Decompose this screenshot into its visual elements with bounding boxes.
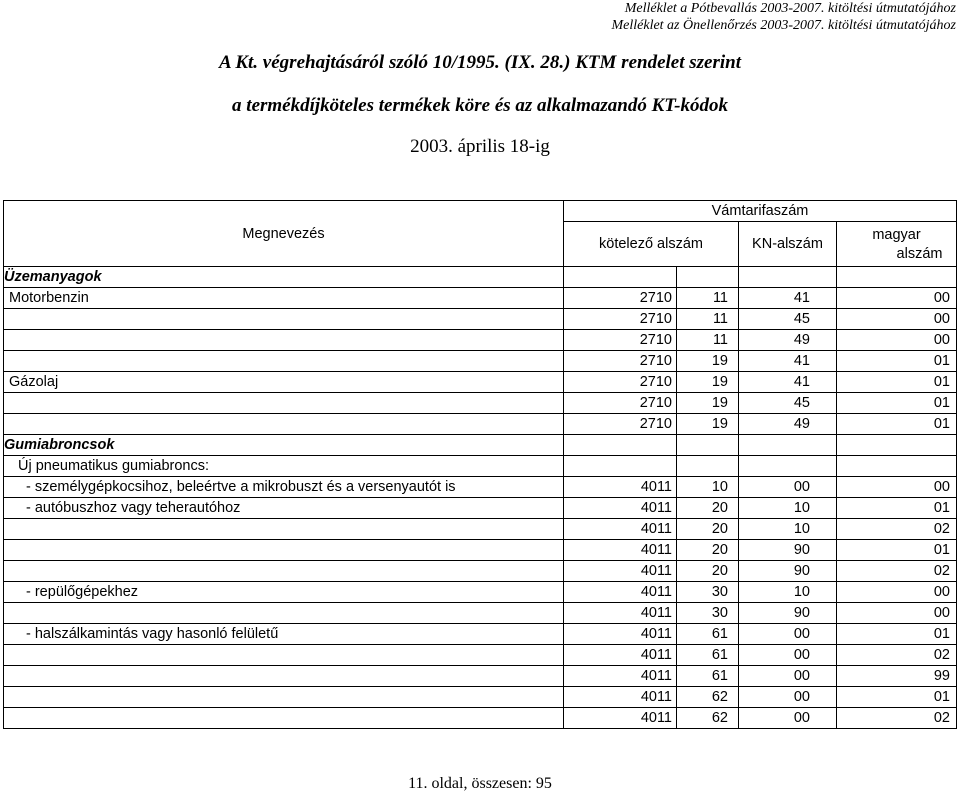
code-cell-1: 4011 [564, 519, 677, 540]
row-label [4, 687, 564, 708]
row-label: Gázolaj [4, 372, 564, 393]
code-cell-3: 90 [739, 540, 837, 561]
code-cell-2: 20 [677, 561, 739, 582]
code-cell-1 [564, 435, 677, 456]
code-cell-3: 41 [739, 372, 837, 393]
code-cell-4: 00 [837, 603, 957, 624]
row-label: Új pneumatikus gumiabroncs: [4, 456, 564, 477]
col-header-kn: KN-alszám [739, 222, 837, 267]
code-cell-3: 00 [739, 624, 837, 645]
code-cell-3: 49 [739, 330, 837, 351]
code-cell-1: 4011 [564, 687, 677, 708]
row-label [4, 519, 564, 540]
code-cell-1: 4011 [564, 540, 677, 561]
code-cell-4: 00 [837, 309, 957, 330]
code-cell-2: 11 [677, 330, 739, 351]
code-cell-3: 45 [739, 309, 837, 330]
code-cell-3 [739, 456, 837, 477]
code-cell-4: 00 [837, 288, 957, 309]
table-row [4, 456, 957, 477]
code-cell-1: 4011 [564, 624, 677, 645]
code-cell-3: 10 [739, 519, 837, 540]
row-label [4, 645, 564, 666]
code-cell-3: 41 [739, 288, 837, 309]
code-cell-4: 99 [837, 666, 957, 687]
document-date: 2003. április 18-ig [410, 136, 550, 157]
code-cell-3: 90 [739, 561, 837, 582]
code-cell-2: 11 [677, 309, 739, 330]
row-label [4, 561, 564, 582]
table-row [4, 267, 957, 288]
table-row [4, 708, 957, 729]
code-cell-3 [739, 267, 837, 288]
code-cell-3: 10 [739, 582, 837, 603]
code-cell-1: 2710 [564, 372, 677, 393]
code-cell-4: 01 [837, 414, 957, 435]
code-cell-3: 41 [739, 351, 837, 372]
code-cell-2 [677, 267, 739, 288]
code-cell-2: 19 [677, 393, 739, 414]
table-row [4, 351, 957, 372]
code-cell-1: 4011 [564, 498, 677, 519]
col-header-hu-line1: magyar [872, 227, 921, 243]
table-row [4, 645, 957, 666]
table-row [4, 582, 957, 603]
code-cell-2: 30 [677, 582, 739, 603]
page-footer: 11. oldal, összesen: 95 [408, 775, 552, 792]
code-cell-2: 20 [677, 498, 739, 519]
code-cell-1: 2710 [564, 414, 677, 435]
code-cell-1: 2710 [564, 393, 677, 414]
row-label [4, 540, 564, 561]
code-cell-2: 61 [677, 624, 739, 645]
code-cell-2: 11 [677, 288, 739, 309]
code-cell-4 [837, 267, 957, 288]
row-label [4, 309, 564, 330]
code-cell-2 [677, 456, 739, 477]
code-cell-4: 01 [837, 687, 957, 708]
code-cell-4: 02 [837, 519, 957, 540]
code-cell-1: 4011 [564, 477, 677, 498]
table-row [4, 624, 957, 645]
code-cell-1: 4011 [564, 645, 677, 666]
code-cell-1: 2710 [564, 288, 677, 309]
code-cell-2 [677, 435, 739, 456]
code-cell-4 [837, 435, 957, 456]
col-header-hu-line2: alszám [896, 246, 943, 262]
code-cell-3: 00 [739, 708, 837, 729]
table-row [4, 372, 957, 393]
code-cell-4: 00 [837, 582, 957, 603]
code-cell-2: 61 [677, 645, 739, 666]
code-cell-4 [837, 456, 957, 477]
row-label: - repülőgépekhez [4, 582, 564, 603]
table-header-row-1 [4, 201, 957, 222]
code-cell-3: 10 [739, 498, 837, 519]
code-cell-4: 00 [837, 477, 957, 498]
table-row [4, 687, 957, 708]
code-cell-1 [564, 456, 677, 477]
table-row [4, 540, 957, 561]
code-cell-4: 01 [837, 624, 957, 645]
table-row [4, 288, 957, 309]
table-row [4, 561, 957, 582]
category-label: Gumiabroncsok [4, 435, 564, 456]
code-cell-4: 00 [837, 330, 957, 351]
code-cell-3: 45 [739, 393, 837, 414]
table-row [4, 393, 957, 414]
col-header-name: Megnevezés [4, 201, 564, 267]
kt-code-table [3, 200, 957, 729]
code-cell-3: 00 [739, 666, 837, 687]
code-cell-2: 30 [677, 603, 739, 624]
table-row [4, 477, 957, 498]
code-cell-4: 01 [837, 498, 957, 519]
table-row [4, 603, 957, 624]
row-label: - személygépkocsihoz, beleértve a mikrobuszt és a versenyautót is [4, 477, 564, 498]
code-cell-3: 00 [739, 645, 837, 666]
code-cell-3 [739, 435, 837, 456]
row-label [4, 603, 564, 624]
code-cell-1: 4011 [564, 666, 677, 687]
row-label: - halszálkamintás vagy hasonló felületű [4, 624, 564, 645]
row-label [4, 351, 564, 372]
row-label [4, 414, 564, 435]
document-title: A Kt. végrehajtásáról szóló 10/1995. (IX. 28.) KTM rendelet szerint [218, 52, 741, 73]
row-label: Motorbenzin [4, 288, 564, 309]
code-cell-2: 19 [677, 414, 739, 435]
table-row [4, 330, 957, 351]
table-row [4, 414, 957, 435]
code-cell-3: 00 [739, 477, 837, 498]
code-cell-1: 4011 [564, 603, 677, 624]
code-cell-4: 02 [837, 708, 957, 729]
code-cell-4: 01 [837, 372, 957, 393]
code-cell-2: 19 [677, 372, 739, 393]
table-row [4, 435, 957, 456]
code-cell-4: 01 [837, 540, 957, 561]
code-cell-1: 4011 [564, 708, 677, 729]
code-cell-1: 2710 [564, 309, 677, 330]
col-header-group: Vámtarifaszám [564, 201, 957, 222]
code-cell-4: 02 [837, 561, 957, 582]
code-cell-1: 2710 [564, 351, 677, 372]
code-cell-2: 19 [677, 351, 739, 372]
row-label [4, 330, 564, 351]
code-cell-3: 90 [739, 603, 837, 624]
code-cell-4: 02 [837, 645, 957, 666]
row-label: - autóbuszhoz vagy teherautóhoz [4, 498, 564, 519]
category-label: Üzemanyagok [4, 267, 564, 288]
code-cell-3: 00 [739, 687, 837, 708]
code-cell-4: 01 [837, 351, 957, 372]
code-cell-1 [564, 267, 677, 288]
table-row [4, 498, 957, 519]
document-subtitle: a termékdíjköteles termékek köre és az alkalmazandó KT-kódok [232, 95, 728, 116]
code-cell-1: 4011 [564, 582, 677, 603]
code-cell-3: 49 [739, 414, 837, 435]
row-label [4, 666, 564, 687]
code-cell-2: 20 [677, 519, 739, 540]
table-row [4, 309, 957, 330]
code-cell-1: 4011 [564, 561, 677, 582]
table-row [4, 519, 957, 540]
row-label [4, 708, 564, 729]
row-label [4, 393, 564, 414]
table-row [4, 666, 957, 687]
code-cell-2: 20 [677, 540, 739, 561]
code-cell-1: 2710 [564, 330, 677, 351]
header-note-1: Melléklet a Pótbevallás 2003-2007. kitöltési útmutatójához [624, 1, 956, 16]
header-note-2: Melléklet az Önellenőrzés 2003-2007. kitöltési útmutatójához [611, 18, 956, 33]
code-cell-2: 10 [677, 477, 739, 498]
col-header-mandatory: kötelező alszám [564, 222, 739, 267]
code-cell-2: 62 [677, 708, 739, 729]
col-header-hu [837, 222, 957, 267]
code-cell-2: 61 [677, 666, 739, 687]
code-cell-2: 62 [677, 687, 739, 708]
code-cell-4: 01 [837, 393, 957, 414]
